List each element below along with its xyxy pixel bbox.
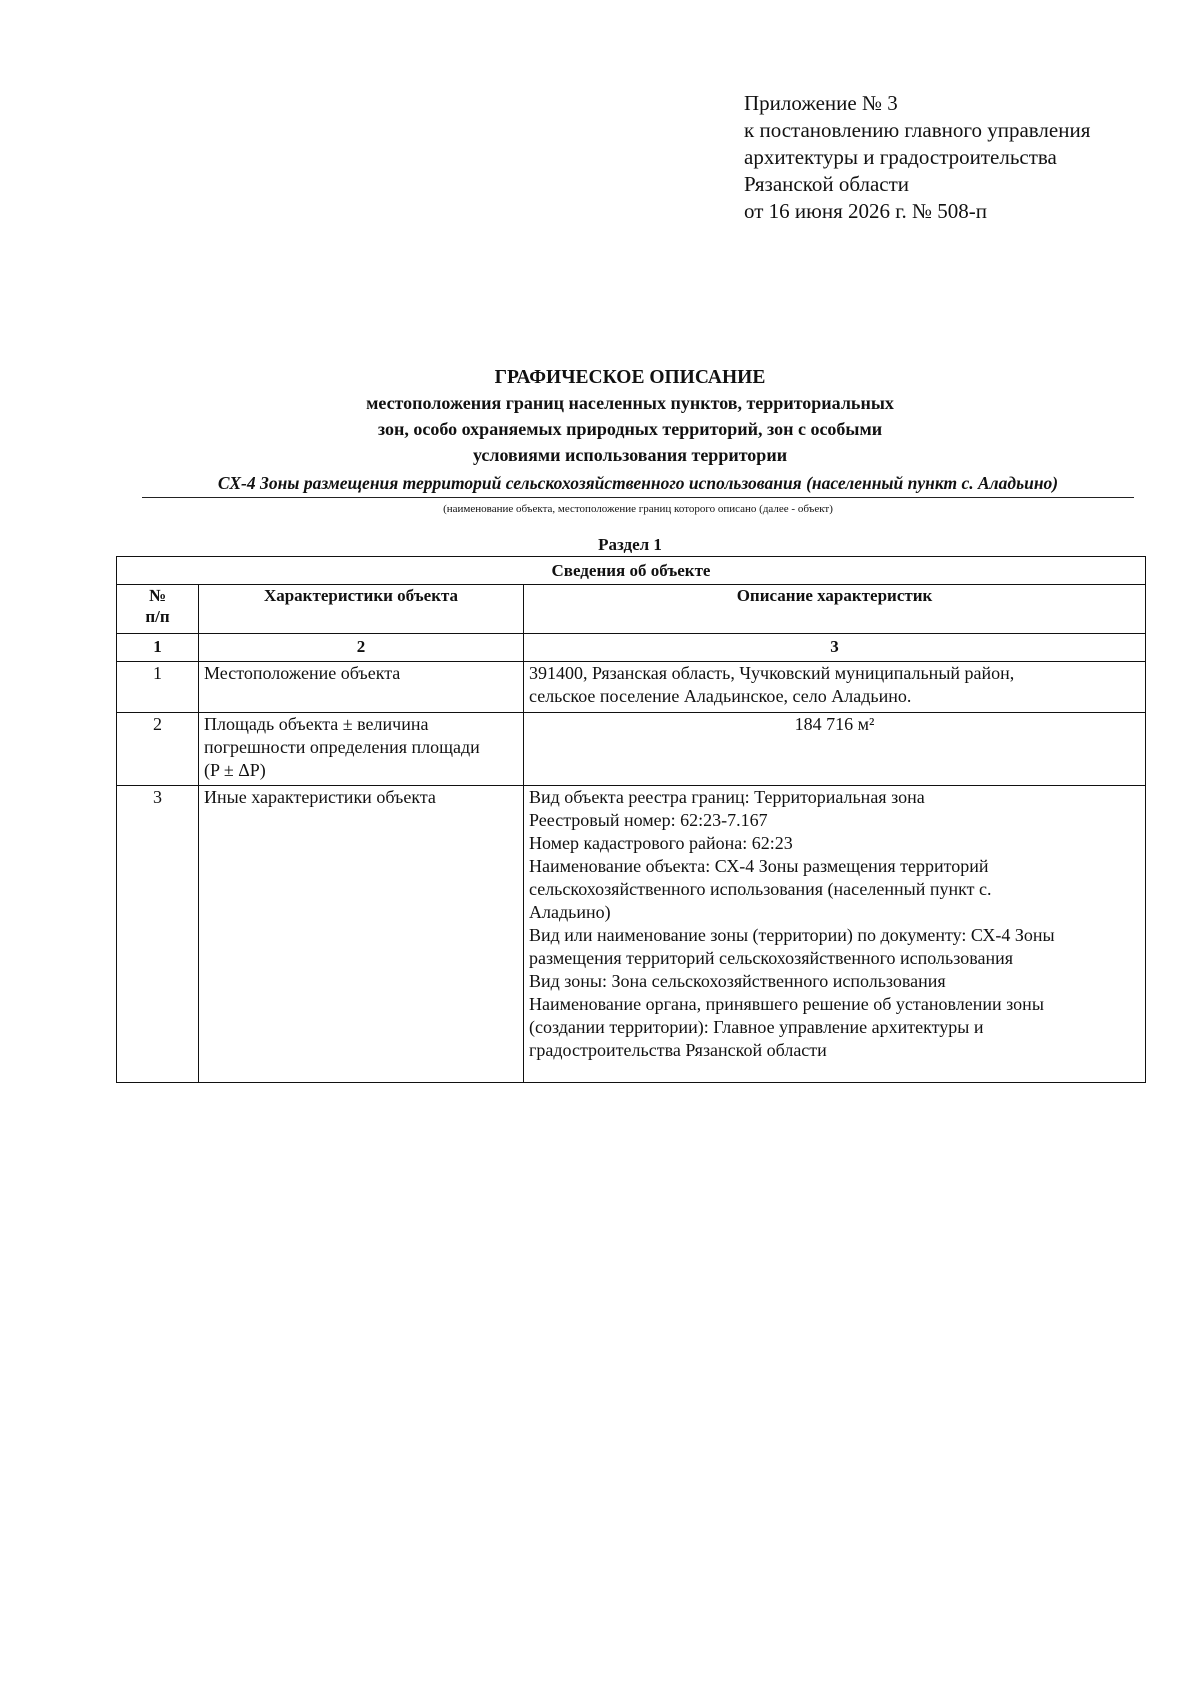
table-row <box>117 786 1146 1083</box>
description-line: Вид объекта реестра границ: Территориальная зона <box>529 787 925 807</box>
description-line: размещения территорий сельскохозяйственного использования <box>529 948 1014 968</box>
area-value: 184 716 м² <box>524 713 1146 786</box>
characteristic-cell: Иные характеристики объекта <box>199 786 524 1083</box>
column-header-characteristic: Характеристики объекта <box>199 585 524 634</box>
description-line: сельскохозяйственного использования (населенный пункт с. <box>529 879 992 899</box>
object-name-caption: (наименование объекта, местоположение границ которого описано (далее - объект) <box>443 503 833 515</box>
description-line: Номер кадастрового района: 62:23 <box>529 833 793 853</box>
document-title-block <box>116 366 1144 468</box>
description-cell <box>524 786 1146 1083</box>
subtitle-line: местоположения границ населенных пунктов, территориальных <box>366 393 894 413</box>
document-title: ГРАФИЧЕСКОЕ ОПИСАНИЕ <box>494 367 766 388</box>
section-title: Раздел 1 <box>598 535 662 554</box>
column-number: 1 <box>117 634 199 662</box>
column-header-number: № п/п <box>117 585 199 634</box>
column-number: 2 <box>199 634 524 662</box>
appendix-line: Приложение № 3 <box>744 91 898 115</box>
characteristic-cell: Местоположение объекта <box>199 662 524 713</box>
characteristic-cell <box>199 713 524 786</box>
description-line: Реестровый номер: 62:23-7.167 <box>529 810 768 830</box>
row-number: 1 <box>117 662 199 713</box>
characteristic-line: Площадь объекта ± величина <box>204 714 429 734</box>
description-line: Вид или наименование зоны (территории) по документу: СХ-4 Зоны <box>529 925 1055 945</box>
description-line: (создании территории): Главное управление архитектуры и <box>529 1017 984 1037</box>
object-name: СХ-4 Зоны размещения территорий сельскохозяйственного использования (населенный пункт с. Аладьино) <box>142 472 1134 498</box>
description-line: Наименование органа, принявшего решение об установлении зоны <box>529 994 1044 1014</box>
subtitle-line: зон, особо охраняемых природных территорий, зон с особыми <box>377 419 883 439</box>
description-line: Вид зоны: Зона сельскохозяйственного использования <box>529 971 946 991</box>
appendix-header <box>744 90 1090 225</box>
appendix-line: от 16 июня 2026 г. № 508-п <box>744 199 987 223</box>
table-title: Сведения об объекте <box>117 557 1146 585</box>
row-number: 2 <box>117 713 199 786</box>
column-number: 3 <box>524 634 1146 662</box>
appendix-line: Рязанской области <box>744 172 910 196</box>
description-line: сельское поселение Аладьинское, село Аладьино. <box>529 686 912 706</box>
description-line: Аладьино) <box>529 902 611 922</box>
appendix-line: архитектуры и градостроительства <box>744 145 1057 169</box>
table-row <box>117 662 1146 713</box>
appendix-line: к постановлению главного управления <box>744 118 1091 142</box>
description-line: 391400, Рязанская область, Чучковский муниципальный район, <box>529 663 1015 683</box>
description-line: Наименование объекта: СХ-4 Зоны размещения территорий <box>529 856 989 876</box>
object-info-table <box>116 556 1146 1083</box>
table-row <box>117 713 1146 786</box>
row-number: 3 <box>117 786 199 1083</box>
characteristic-line: (P ± ΔP) <box>204 760 266 780</box>
characteristic-line: погрешности определения площади <box>204 737 480 757</box>
description-cell <box>524 662 1146 713</box>
description-line: градостроительства Рязанской области <box>529 1040 827 1060</box>
subtitle-line: условиями использования территории <box>472 445 788 465</box>
column-header-description: Описание характеристик <box>524 585 1146 634</box>
